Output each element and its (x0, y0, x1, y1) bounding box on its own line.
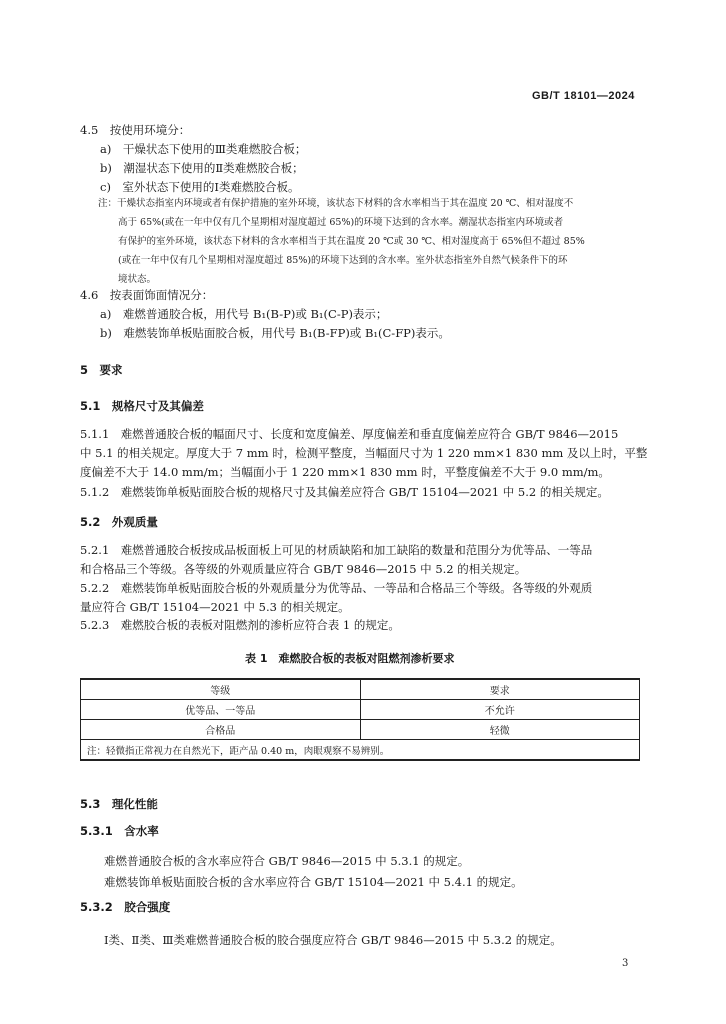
list-item: a) 难燃普通胶合板，用代号 B₁(B-P)或 B₁(C-P)表示； (100, 307, 388, 321)
paragraph-line: 5.2.1 难燃普通胶合板按成品板面板上可见的材质缺陷和加工缺陷的数量和范围分为优等品、一等品 (80, 543, 593, 557)
paragraph-5-1-2: 5.1.2 难燃装饰单板贴面胶合板的规格尺寸及其偏差应符合 GB/T 15104—2021 中 5.2 的相关规定。 (80, 485, 609, 499)
note-line: 高于 65%(或在一年中仅有几个星期相对湿度超过 65%)的环境下达到的含水率。潮湿状态指室内环境或者 (118, 217, 564, 228)
paragraph-5-2-3: 5.2.3 难燃胶合板的表板对阻燃剂的渗析应符合表 1 的规定。 (80, 618, 400, 632)
note-4-5 (98, 194, 585, 289)
standard-number: GB/T 18101—2024 (532, 90, 635, 102)
table-cell: 优等品、一等品 (81, 700, 361, 720)
note-line: 有保护的室外环境，该状态下材料的含水率相当于其在温度 20 ℃或 30 ℃、相对湿度高于 65%但不超过 85% (118, 236, 585, 247)
section-5-1-title: 5.1 规格尺寸及其偏差 (80, 399, 204, 413)
paragraph-line: 和合格品三个等级。各等级的外观质量应符合 GB/T 9846—2015 中 5.2 的相关规定。 (80, 562, 527, 576)
table-1 (80, 678, 640, 761)
paragraph-line: 度偏差不大于 14.0 mm/m；当幅面小于 1 220 mm×1 830 mm 时，平整度偏差不大于 9.0 mm/m。 (80, 465, 610, 479)
table-header-row (81, 679, 640, 700)
section-4-6-title: 4.6 按表面饰面情况分： (80, 288, 214, 302)
paragraph-line: 难燃装饰单板贴面胶合板的含水率应符合 GB/T 15104—2021 中 5.4.1 的规定。 (104, 875, 523, 889)
table-caption: 表 1 难燃胶合板的表板对阻燃剂渗析要求 (245, 652, 455, 665)
table-row (81, 700, 640, 720)
note-line: 注：干燥状态指室内环境或者有保护措施的室外环境，该状态下材料的含水率相当于其在温度 20 ℃、相对湿度不 (98, 198, 574, 209)
table-header-cell: 要求 (360, 679, 640, 700)
note-line: (或在一年中仅有几个星期相对湿度超过 85%)的环境下达到的含水率。室外状态指室外自然气候条件下的环 (118, 255, 568, 266)
table-header-cell: 等级 (81, 679, 361, 700)
section-5-2-title: 5.2 外观质量 (80, 515, 158, 529)
paragraph-5-1-1 (80, 425, 647, 482)
section-5-title: 5 要求 (80, 363, 123, 377)
list-item: c) 室外状态下使用的Ⅰ类难燃胶合板。 (100, 180, 300, 194)
table-cell: 不允许 (360, 700, 640, 720)
section-4-5-title: 4.5 按使用环境分： (80, 123, 191, 137)
page-number: 3 (622, 958, 629, 969)
table-cell: 轻微 (360, 720, 640, 740)
paragraph-line: 5.2.2 难燃装饰单板贴面胶合板的外观质量分为优等品、一等品和合格品三个等级。各等级的外观质 (80, 581, 593, 595)
note-line: 境状态。 (118, 274, 157, 285)
table-note-row (81, 740, 640, 761)
paragraph-5-2-2 (80, 579, 592, 617)
section-5-3-1-title: 5.3.1 含水率 (80, 824, 159, 838)
paragraph-line: 难燃普通胶合板的含水率应符合 GB/T 9846—2015 中 5.3.1 的规定。 (104, 854, 470, 868)
list-item: a) 干燥状态下使用的Ⅲ类难燃胶合板； (100, 142, 307, 156)
table-note: 注：轻微指正常视力在自然光下，距产品 0.40 m，肉眼观察不易辨别。 (81, 740, 640, 761)
paragraph-5-2-1 (80, 541, 592, 579)
table-row (81, 720, 640, 740)
paragraph-line: 5.1.1 难燃普通胶合板的幅面尺寸、长度和宽度偏差、厚度偏差和垂直度偏差应符合 GB/T 9846—2015 (80, 427, 619, 441)
paragraph-5-3-1 (104, 851, 523, 893)
section-5-3-title: 5.3 理化性能 (80, 797, 158, 811)
table-cell: 合格品 (81, 720, 361, 740)
list-item: b) 潮湿状态下使用的Ⅱ类难燃胶合板； (100, 161, 304, 175)
paragraph-line: 中 5.1 的相关规定。厚度大于 7 mm 时，检测平整度，当幅面尺寸为 1 220 mm×1 830 mm 及以上时，平整 (80, 446, 648, 460)
list-item: b) 难燃装饰单板贴面胶合板，用代号 B₁(B-FP)或 B₁(C-FP)表示。 (100, 326, 450, 340)
section-5-3-2-title: 5.3.2 胶合强度 (80, 900, 171, 914)
paragraph-5-3-2: Ⅰ类、Ⅱ类、Ⅲ类难燃普通胶合板的胶合强度应符合 GB/T 9846—2015 中 5.3.2 的规定。 (104, 933, 562, 947)
paragraph-line: 量应符合 GB/T 15104—2021 中 5.3 的相关规定。 (80, 600, 350, 614)
